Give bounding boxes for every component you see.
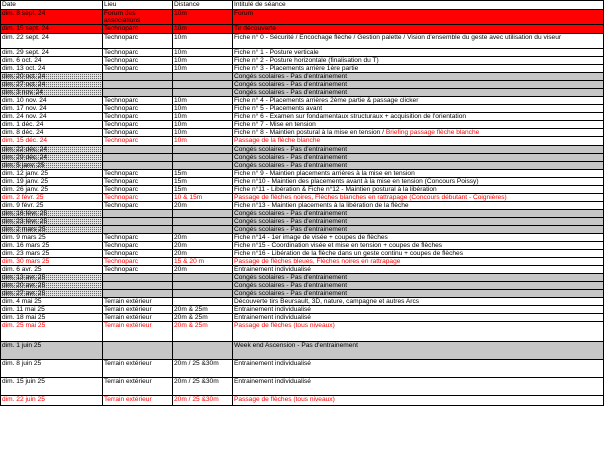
lieu-cell: Terrain extérieur	[103, 306, 173, 314]
distance-cell	[173, 298, 233, 306]
date-cell: dim. 16 mars 25	[1, 242, 103, 250]
intitule-cell	[233, 186, 604, 194]
distance-cell: 10m	[173, 105, 233, 113]
table-row	[1, 314, 604, 322]
lieu-cell: Technoparc	[103, 25, 173, 34]
distance-cell	[173, 89, 233, 97]
intitule-cell	[233, 49, 604, 57]
date-cell: dim. 13 oct. 24	[1, 65, 103, 73]
date-cell: dim. 27 avr. 25	[1, 290, 103, 298]
intitule-cell	[233, 73, 604, 81]
intitule-text: Fiche n°10 - Maintien des placements avant à la mise en tension (Concours Poissy)	[234, 178, 479, 185]
intitule-cell	[233, 202, 604, 210]
distance-cell: 10m	[173, 113, 233, 121]
intitule-cell	[233, 162, 604, 170]
lieu-cell: Terrain extérieur	[103, 314, 173, 322]
date-cell: dim. 19 janv. 25	[1, 178, 103, 186]
distance-cell	[173, 73, 233, 81]
table-row	[1, 97, 604, 105]
date-cell: dim. 8 sept. 24	[1, 10, 103, 25]
distance-cell: 10m	[173, 34, 233, 49]
date-cell: dim. 4 mai 25	[1, 298, 103, 306]
distance-cell: 15m	[173, 178, 233, 186]
lieu-cell	[103, 210, 173, 218]
date-cell: dim. 23 févr. 25	[1, 218, 103, 226]
intitule-text: Entrainement individualisé	[234, 360, 311, 367]
intitule-text: Fiche n° 2 - Posture horizontale (finalisation du T)	[234, 57, 379, 64]
intitule-cell	[233, 178, 604, 186]
date-cell: dim. 9 mars 25	[1, 234, 103, 242]
table-row	[1, 49, 604, 57]
intitule-cell	[233, 258, 604, 266]
distance-cell: 20m	[173, 234, 233, 242]
intitule-cell	[233, 81, 604, 89]
distance-cell: 10m	[173, 137, 233, 146]
date-cell: dim. 29 déc. 24	[1, 154, 103, 162]
table-row	[1, 396, 604, 406]
table-row	[1, 25, 604, 34]
distance-cell: 20m	[173, 250, 233, 258]
date-cell: dim. 8 déc. 24	[1, 129, 103, 137]
intitule-text: Congés scolaires - Pas d'entrainement	[234, 73, 348, 80]
lieu-cell: Technoparc	[103, 250, 173, 258]
intitule-cell	[233, 314, 604, 322]
distance-cell: 10m	[173, 25, 233, 34]
intitule-cell	[233, 65, 604, 73]
table-row	[1, 210, 604, 218]
distance-cell: 10m	[173, 10, 233, 25]
date-cell: dim. 22 déc. 24	[1, 146, 103, 154]
lieu-cell: Technoparc	[103, 194, 173, 202]
lieu-cell: Technoparc	[103, 121, 173, 129]
table-row	[1, 202, 604, 210]
date-cell: dim. 25 mai 25	[1, 322, 103, 342]
lieu-cell: Technoparc	[103, 49, 173, 57]
lieu-cell	[103, 81, 173, 89]
date-cell: dim. 15 juin 25	[1, 378, 103, 396]
lieu-cell: Technoparc	[103, 186, 173, 194]
intitule-cell	[233, 234, 604, 242]
table-row	[1, 34, 604, 49]
date-cell: dim. 20 avr. 25	[1, 282, 103, 290]
table-row	[1, 290, 604, 298]
lieu-cell: Technoparc	[103, 242, 173, 250]
table-row	[1, 282, 604, 290]
intitule-text: Passage de flèches (tous niveaux)	[234, 396, 335, 403]
lieu-cell	[103, 218, 173, 226]
lieu-cell	[103, 290, 173, 298]
date-cell: dim. 2 mars 25	[1, 226, 103, 234]
header-row	[1, 1, 604, 10]
intitule-text: Fiche n° 8 - Maintien postural à la mise en tension /	[234, 129, 386, 136]
lieu-cell: Technoparc	[103, 234, 173, 242]
header-intitule: Intitulé de séance	[233, 1, 604, 10]
table-row	[1, 81, 604, 89]
intitule-text: Fiche n°11 - Libération & Fiche n°12 - Maintien postural à la libération	[234, 186, 437, 193]
intitule-text: Congés scolaires - Pas d'entrainement	[234, 218, 348, 225]
date-cell: dim. 3 nov. 24	[1, 89, 103, 97]
distance-cell: 20m / 25 &30m	[173, 396, 233, 406]
intitule-text: Entrainement individualisé	[234, 306, 311, 313]
intitule-text: Fiche n°16 - Libération de la flèche dans un geste continu + coupes de flèches	[234, 250, 463, 257]
lieu-cell: Terrain extérieur	[103, 298, 173, 306]
distance-cell	[173, 210, 233, 218]
table-row	[1, 342, 604, 360]
distance-cell: 20m & 25m	[173, 322, 233, 342]
lieu-cell: Technoparc	[103, 170, 173, 178]
table-row	[1, 360, 604, 378]
distance-cell	[173, 218, 233, 226]
distance-cell: 10m	[173, 65, 233, 73]
intitule-text: Fiche n° 0 - Sécurité / Encochage flèche / Gestion palette / Vision d'ensemble du geste avec utilisation du viseur	[234, 34, 562, 41]
intitule-text: Entrainement individualisé	[234, 378, 311, 385]
distance-cell	[173, 162, 233, 170]
table-row	[1, 162, 604, 170]
date-cell: dim. 27 oct. 24	[1, 81, 103, 89]
date-cell: dim. 1 déc. 24	[1, 121, 103, 129]
date-cell: dim. 15 sept. 24	[1, 25, 103, 34]
table-row	[1, 121, 604, 129]
table-row	[1, 57, 604, 65]
distance-cell: 10m	[173, 97, 233, 105]
table-row	[1, 258, 604, 266]
intitule-text: Congés scolaires - Pas d'entrainement	[234, 81, 348, 88]
distance-cell	[173, 342, 233, 360]
date-cell: dim. 26 janv. 25	[1, 186, 103, 194]
lieu-cell: Technoparc	[103, 57, 173, 65]
intitule-cell	[233, 129, 604, 137]
distance-cell	[173, 282, 233, 290]
date-cell: dim. 17 nov. 24	[1, 105, 103, 113]
lieu-cell	[103, 342, 173, 360]
intitule-text: Congés scolaires - Pas d'entrainement	[234, 290, 348, 297]
distance-cell: 10 & 15m	[173, 194, 233, 202]
lieu-cell	[103, 154, 173, 162]
distance-cell: 20m / 25 &30m	[173, 360, 233, 378]
table-row	[1, 194, 604, 202]
intitule-cell	[233, 210, 604, 218]
lieu-cell: Technoparc	[103, 202, 173, 210]
date-cell: dim. 20 oct. 24	[1, 73, 103, 81]
lieu-cell: Terrain extérieur	[103, 322, 173, 342]
date-cell: dim. 8 juin 25	[1, 360, 103, 378]
distance-cell: 15m	[173, 186, 233, 194]
intitule-cell	[233, 274, 604, 282]
lieu-cell: Technoparc	[103, 113, 173, 121]
distance-cell: 10m	[173, 121, 233, 129]
intitule-cell	[233, 360, 604, 378]
lieu-cell: Forum des associations	[103, 10, 173, 25]
intitule-cell	[233, 290, 604, 298]
table-row	[1, 242, 604, 250]
distance-cell: 20m & 25m	[173, 306, 233, 314]
distance-cell	[173, 290, 233, 298]
intitule-cell	[233, 113, 604, 121]
intitule-cell	[233, 266, 604, 274]
intitule-text: Entrainement individualisé	[234, 314, 311, 321]
table-row	[1, 113, 604, 121]
intitule-cell	[233, 154, 604, 162]
table-row	[1, 105, 604, 113]
intitule-cell	[233, 34, 604, 49]
intitule-text: Congés scolaires - Pas d'entrainement	[234, 282, 348, 289]
intitule-text: Tir découverte	[234, 25, 276, 32]
date-cell: dim. 13 avr. 25	[1, 274, 103, 282]
table-row	[1, 250, 604, 258]
intitule-text: Fiche n° 7 - Mise en tension	[234, 121, 316, 128]
lieu-cell	[103, 89, 173, 97]
schedule-body	[1, 10, 604, 406]
date-cell: dim. 30 mars 25	[1, 258, 103, 266]
distance-cell	[173, 274, 233, 282]
intitule-cell	[233, 105, 604, 113]
intitule-cell	[233, 322, 604, 342]
intitule-cell	[233, 170, 604, 178]
table-row	[1, 218, 604, 226]
intitule-text: Fiche n°13 - Maintien placements à la libération de la flèche	[234, 202, 409, 209]
table-row	[1, 234, 604, 242]
lieu-cell: Technoparc	[103, 105, 173, 113]
intitule-text: Fiche n° 4 - Placements arrières 2ème partie & passage clicker	[234, 97, 419, 104]
table-row	[1, 322, 604, 342]
intitule-cell	[233, 97, 604, 105]
date-cell: dim. 6 oct. 24	[1, 57, 103, 65]
table-row	[1, 146, 604, 154]
lieu-cell: Terrain extérieur	[103, 360, 173, 378]
intitule-cell	[233, 242, 604, 250]
intitule-text: Week end Ascension - Pas d'entrainement	[234, 342, 358, 349]
lieu-cell: Technoparc	[103, 129, 173, 137]
distance-cell: 10m	[173, 129, 233, 137]
intitule-text: Congés scolaires - Pas d'entrainement	[234, 146, 348, 153]
lieu-cell	[103, 73, 173, 81]
table-row	[1, 378, 604, 396]
intitule-cell	[233, 146, 604, 154]
intitule-text: Congés scolaires - Pas d'entrainement	[234, 89, 348, 96]
table-row	[1, 65, 604, 73]
intitule-text: Congés scolaires - Pas d'entrainement	[234, 274, 348, 281]
distance-cell	[173, 154, 233, 162]
date-cell: dim. 16 févr. 25	[1, 210, 103, 218]
lieu-cell	[103, 226, 173, 234]
intitule-text: Découverte tirs Beursault, 3D, nature, campagne et autres Arcs	[234, 298, 420, 305]
distance-cell: 15m	[173, 170, 233, 178]
table-row	[1, 89, 604, 97]
table-row	[1, 298, 604, 306]
intitule-cell	[233, 89, 604, 97]
distance-cell	[173, 226, 233, 234]
date-cell: dim. 10 nov. 24	[1, 97, 103, 105]
intitule-text: Congés scolaires - Pas d'entrainement	[234, 226, 348, 233]
distance-cell: 10m	[173, 49, 233, 57]
distance-cell: 10m	[173, 57, 233, 65]
lieu-cell: Technoparc	[103, 137, 173, 146]
date-cell: dim. 18 mai 25	[1, 314, 103, 322]
intitule-cell	[233, 306, 604, 314]
intitule-text: Fiche n° 5 - Placements avant	[234, 105, 323, 112]
date-cell: dim. 6 avr. 25	[1, 266, 103, 274]
table-row	[1, 274, 604, 282]
date-cell: dim. 9 févr. 25	[1, 202, 103, 210]
table-row	[1, 226, 604, 234]
date-cell: dim. 11 mai 25	[1, 306, 103, 314]
distance-cell: 20m	[173, 242, 233, 250]
date-cell: dim. 2 févr. 25	[1, 194, 103, 202]
intitule-cell	[233, 25, 604, 34]
lieu-cell: Technoparc	[103, 65, 173, 73]
date-cell: dim. 29 sept. 24	[1, 49, 103, 57]
intitule-red-text: Briefing passage flèche blanche	[385, 129, 480, 136]
intitule-text: Forum	[234, 10, 254, 17]
table-row	[1, 306, 604, 314]
table-row	[1, 266, 604, 274]
intitule-cell	[233, 250, 604, 258]
intitule-text: Passage de flèches (tous niveaux)	[234, 322, 335, 329]
intitule-cell	[233, 378, 604, 396]
intitule-cell	[233, 226, 604, 234]
lieu-cell	[103, 274, 173, 282]
intitule-text: Fiche n°14 - 1er image de visée + coupes de flèches	[234, 234, 388, 241]
intitule-cell	[233, 396, 604, 406]
date-cell: dim. 5 janv. 25	[1, 162, 103, 170]
intitule-cell	[233, 137, 604, 146]
header-date: Date	[1, 1, 103, 10]
table-row	[1, 73, 604, 81]
intitule-cell	[233, 342, 604, 360]
intitule-cell	[233, 194, 604, 202]
lieu-cell: Technoparc	[103, 178, 173, 186]
distance-cell	[173, 81, 233, 89]
intitule-text: Fiche n° 6 - Examen sur fondamentaux structuraux + acquisition de l'orientation	[234, 113, 467, 120]
intitule-cell	[233, 218, 604, 226]
table-row	[1, 186, 604, 194]
date-cell: dim. 23 mars 25	[1, 250, 103, 258]
intitule-text: Passage de flèches bleues, Flèches noires en rattrapage	[234, 258, 401, 265]
lieu-cell: Technoparc	[103, 258, 173, 266]
table-row	[1, 178, 604, 186]
table-row	[1, 154, 604, 162]
lieu-cell: Terrain extérieur	[103, 396, 173, 406]
lieu-cell: Technoparc	[103, 97, 173, 105]
distance-cell: 15 & 20 m	[173, 258, 233, 266]
intitule-text: Fiche n°15 - Coordination visée et mise en tension + coupes de flèches	[234, 242, 443, 249]
table-row	[1, 129, 604, 137]
table-row	[1, 170, 604, 178]
lieu-cell	[103, 162, 173, 170]
intitule-text: Fiche n° 1 - Posture verticale	[234, 49, 319, 56]
intitule-cell	[233, 57, 604, 65]
lieu-cell	[103, 146, 173, 154]
distance-cell	[173, 146, 233, 154]
intitule-cell	[233, 298, 604, 306]
intitule-text: Passage de la flèche blanche	[234, 137, 321, 144]
header-distance: Distance	[173, 1, 233, 10]
lieu-cell: Technoparc	[103, 266, 173, 274]
intitule-text: Fiche n° 9 - Maintien placements arrières à la mise en tension	[234, 170, 415, 177]
intitule-text: Passage de flèches noires, Flèches blanches en rattrapage (Concours débutant - Coignières)	[234, 194, 507, 201]
intitule-text: Entrainement individualisé	[234, 266, 311, 273]
intitule-cell	[233, 10, 604, 25]
table-row	[1, 10, 604, 25]
table-row	[1, 137, 604, 146]
header-lieu: Lieu	[103, 1, 173, 10]
distance-cell: 20m / 25 &30m	[173, 378, 233, 396]
date-cell: dim. 24 nov. 24	[1, 113, 103, 121]
intitule-text: Congés scolaires - Pas d'entrainement	[234, 210, 348, 217]
intitule-text: Fiche n° 3 - Placements arrière 1ère partie	[234, 65, 359, 72]
distance-cell: 20m	[173, 266, 233, 274]
distance-cell: 20m & 25m	[173, 314, 233, 322]
intitule-text: Congés scolaires - Pas d'entrainement	[234, 154, 348, 161]
lieu-cell: Terrain extérieur	[103, 378, 173, 396]
distance-cell: 20m	[173, 202, 233, 210]
date-cell: dim. 1 juin 25	[1, 342, 103, 360]
lieu-cell: Technoparc	[103, 34, 173, 49]
date-cell: dim. 12 janv. 25	[1, 170, 103, 178]
intitule-cell	[233, 282, 604, 290]
intitule-text: Congés scolaires - Pas d'entrainement	[234, 162, 348, 169]
date-cell: dim. 22 juin 25	[1, 396, 103, 406]
intitule-cell	[233, 121, 604, 129]
date-cell: dim. 15 déc. 24	[1, 137, 103, 146]
date-cell: dim. 22 sept. 24	[1, 34, 103, 49]
lieu-cell	[103, 282, 173, 290]
